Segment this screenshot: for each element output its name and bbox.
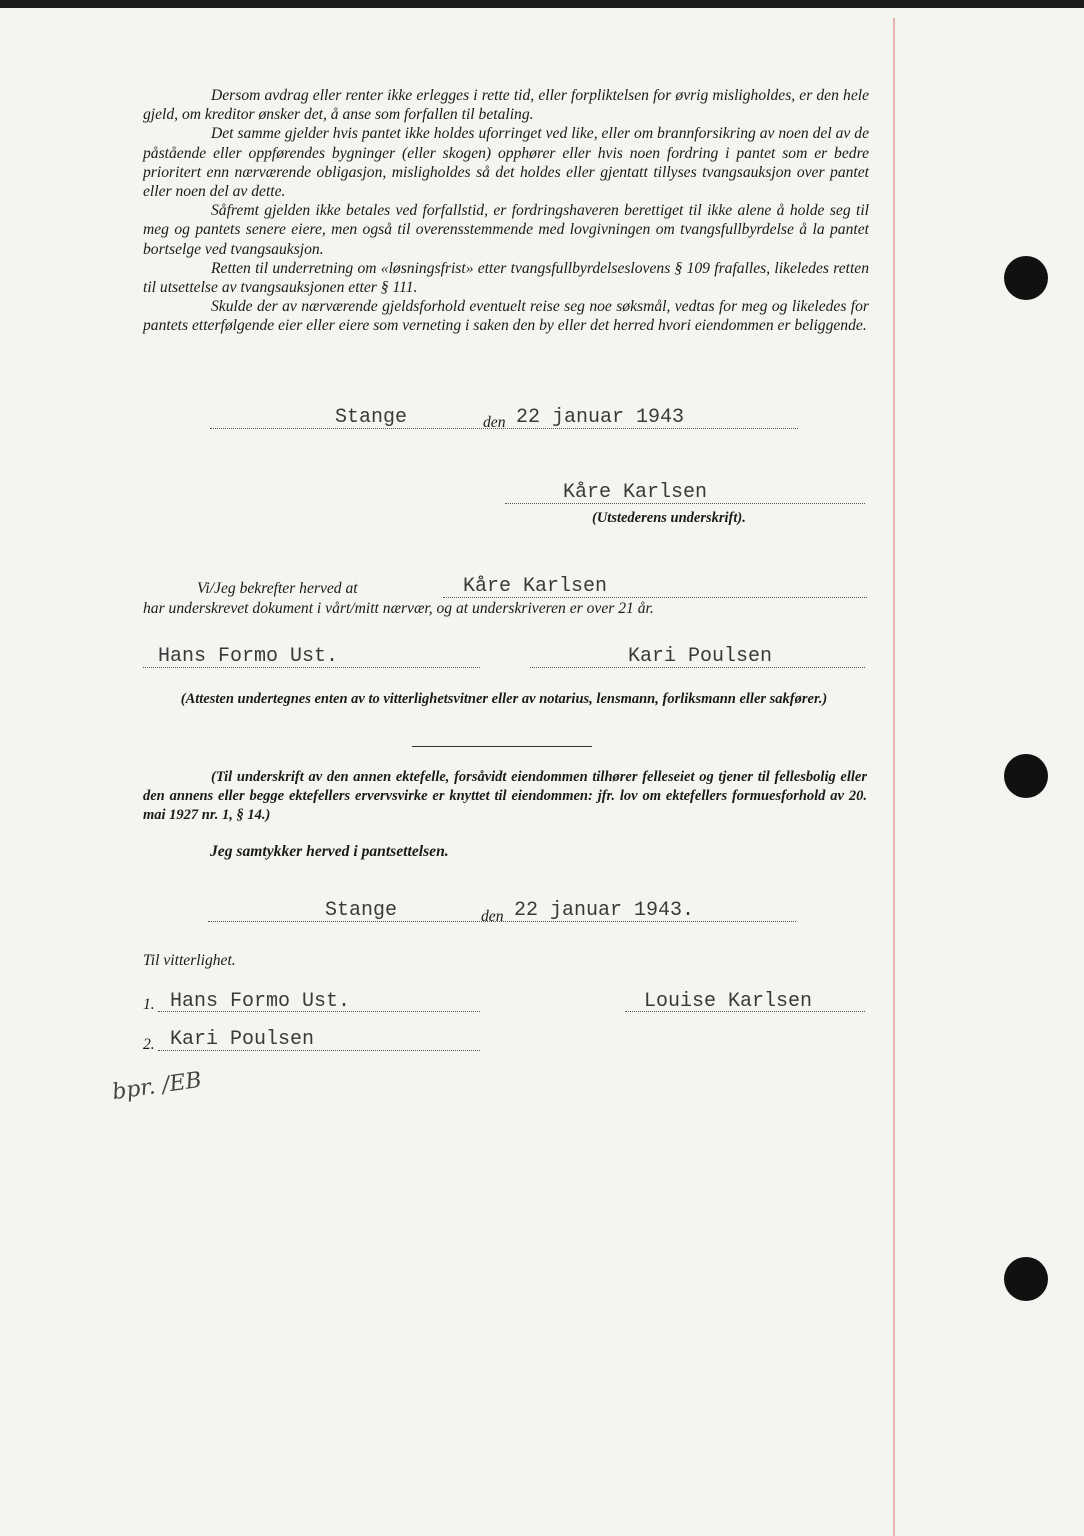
- punch-hole: [1004, 1257, 1048, 1301]
- terms-paragraph: Såfremt gjelden ikke betales ved forfallstid, er fordringshaveren berettiget til ikke alene å holde seg til meg og pantets senere eiere, men også til overensstemmende med lovgivningen om tvangsfullbyrdelse å la pantet bortselge ved tvangsauksjon.: [143, 202, 869, 258]
- spouse-signature: Louise Karlsen: [644, 990, 813, 1013]
- terms-paragraph: Det samme gjelder hvis pantet ikke holdes uforringet ved like, eller om brannforsikring av noen del av de påstående eller oppførendes bygninger (eller skogen) opphører eller hvis noen fordring i pantet som er bedre prioritert enn nærværende obligasjon, misligholdes så det holdes eller gjentatt tillyses tvangsauksjon over pantet eller noen del av dette.: [143, 125, 869, 201]
- witness-signature: Kari Poulsen: [170, 1028, 315, 1051]
- place-text: Stange: [325, 899, 398, 922]
- place-text: Stange: [335, 406, 408, 429]
- attest-note: (Attesten undertegnes enten av to vitterlighetsvitner eller av notarius, lensmann, forliksmann eller sakfører.): [180, 691, 828, 707]
- margin-line: [893, 18, 895, 1536]
- witness-heading: Til vitterlighet.: [143, 952, 236, 969]
- divider: [412, 746, 592, 747]
- confirmation-text: har underskrevet dokument i vårt/mitt nærvær, og at underskriveren er over 21 år.: [143, 600, 654, 617]
- witness-number: 2.: [143, 1036, 155, 1053]
- punch-hole: [1004, 256, 1048, 300]
- den-label: den: [483, 414, 506, 431]
- witness-signature: Hans Formo Ust.: [170, 990, 351, 1013]
- handwritten-note: bpr. /EB: [110, 1067, 204, 1106]
- issuer-caption: (Utstederens underskrift).: [592, 510, 746, 526]
- witness-number: 1.: [143, 996, 155, 1013]
- den-label: den: [481, 908, 504, 925]
- spouse-note: (Til underskrift av den annen ektefelle, forsåvidt eiendommen tilhører felleseiet og tjener til fellesbolig eller den annens eller begge ektefellers ervervsvirke er knyttet til eiendommen: jfr. lov om ektefellers formuesforhold av 20. mai 1927 nr. 1, § 14.): [143, 769, 867, 823]
- terms-paragraph: Dersom avdrag eller renter ikke erlegges i rette tid, eller forpliktelsen for øvrig misligholdes, er den hele gjeld, om kreditor ønsker det, å anse som forfallen til betaling.: [143, 87, 869, 124]
- consent-text: Jeg samtykker herved i pantsettelsen.: [210, 843, 449, 860]
- issuer-signature: Kåre Karlsen: [563, 481, 708, 504]
- confirmation-name: Kåre Karlsen: [463, 575, 608, 598]
- witness-signature: Kari Poulsen: [628, 645, 773, 668]
- terms-paragraph: Retten til underretning om «løsningsfrist» etter tvangsfullbyrdelseslovens § 109 frafalles, likeledes retten til utsettelse av tvangsauksjonen etter § 111.: [143, 259, 869, 297]
- terms-paragraph: Skulde der av nærværende gjeldsforhold eventuelt reise seg noe søksmål, vedtas for meg og likeledes for pantets etterfølgende eier eller eiere som verneting i saken den by eller det herred hvori eiendommen er beliggende.: [143, 298, 869, 335]
- document-page: [0, 8, 1084, 1536]
- punch-hole: [1004, 754, 1048, 798]
- confirmation-prefix: Vi/Jeg bekrefter herved at: [197, 580, 358, 597]
- witness-signature: Hans Formo Ust.: [158, 645, 339, 668]
- terms-text: [143, 86, 869, 336]
- date-text: 22 januar 1943.: [514, 899, 695, 922]
- date-text: 22 januar 1943: [516, 406, 685, 429]
